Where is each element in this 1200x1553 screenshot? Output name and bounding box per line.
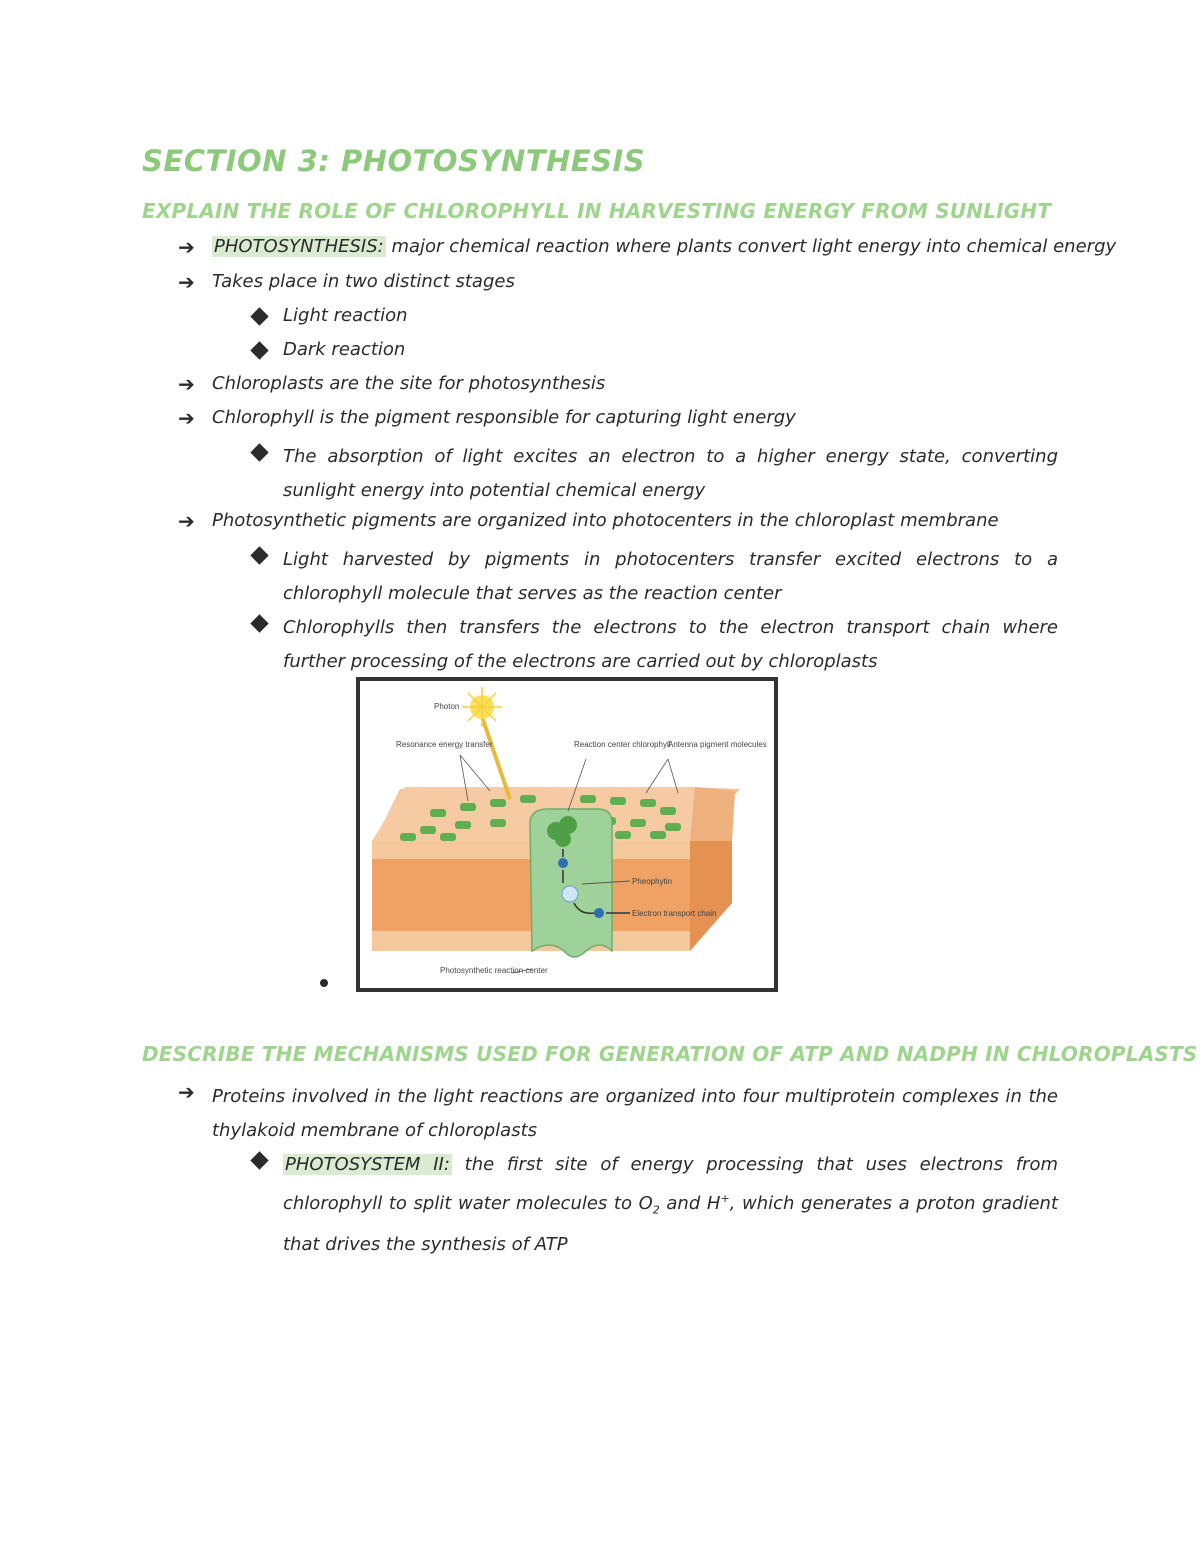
arrow-bullet-icon: ➔ xyxy=(178,406,195,430)
figure-label-reaction-center-chlorophyll: Reaction center chlorophyll xyxy=(574,740,671,749)
bullet-two-stages: Takes place in two distinct stages xyxy=(212,271,515,292)
bullet-text: the first site of energy processing that uses electrons from chlorophyll to split water molecules to O xyxy=(283,1154,1058,1214)
highlighted-term: PHOTOSYNTHESIS: xyxy=(214,236,384,257)
photosynthesis-figure xyxy=(356,677,778,992)
sub-bullet-light-harvested: Light harvested by pigments in photocenters transfer excited electrons to a chlorophyll molecule that serves as the reaction center xyxy=(283,549,1058,604)
bullet-text: , which generates a proton gradient that drives the synthesis of ATP xyxy=(283,1193,1059,1255)
arrow-bullet-icon: ➔ xyxy=(178,235,195,259)
figure-label-pheophytin: Pheophytin xyxy=(632,877,673,886)
sub-bullet-light-reaction: Light reaction xyxy=(283,305,408,326)
section-heading-atp-nadph: DESCRIBE THE MECHANISMS USED FOR GENERATION OF ATP AND NADPH IN CHLOROPLASTS xyxy=(142,1042,1198,1066)
figure-label-resonance: Resonance energy transfer xyxy=(396,740,493,749)
arrow-bullet-icon: ➔ xyxy=(178,1080,195,1104)
diamond-bullet-icon xyxy=(250,546,268,564)
diamond-bullet-icon xyxy=(250,443,268,461)
figure-label-antenna: Antenna pigment molecules xyxy=(668,740,767,749)
figure-label-photosynthetic-center: Photosynthetic reaction center xyxy=(440,966,548,975)
section-heading-chlorophyll: EXPLAIN THE ROLE OF CHLOROPHYLL IN HARVESTING ENERGY FROM SUNLIGHT xyxy=(142,199,1052,223)
arrow-bullet-icon: ➔ xyxy=(178,509,195,533)
bullet-chloroplasts-site: Chloroplasts are the site for photosynthesis xyxy=(212,373,606,394)
arrow-bullet-icon: ➔ xyxy=(178,270,195,294)
reaction-center-diagram xyxy=(360,681,774,988)
bullet-photocenters: Photosynthetic pigments are organized into photocenters in the chloroplast membrane xyxy=(212,510,999,531)
superscript: + xyxy=(720,1192,730,1205)
diamond-bullet-icon xyxy=(250,341,268,359)
sub-bullet-dark-reaction: Dark reaction xyxy=(283,339,406,360)
page-title: SECTION 3: PHOTOSYNTHESIS xyxy=(142,144,646,178)
highlighted-term: PHOTOSYSTEM II: xyxy=(285,1154,450,1175)
bullet-chlorophyll-pigment: Chlorophyll is the pigment responsible for capturing light energy xyxy=(212,407,796,428)
sub-bullet-absorption: The absorption of light excites an electron to a higher energy state, converting sunlight energy into potential chemical energy xyxy=(283,446,1058,501)
list-dot-bullet xyxy=(320,979,328,987)
figure-label-etc: Electron transport chain xyxy=(632,909,717,918)
diamond-bullet-icon xyxy=(250,307,268,325)
diamond-bullet-icon xyxy=(250,614,268,632)
bullet-text: major chemical reaction where plants convert light energy into chemical energy xyxy=(385,236,1117,257)
bullet-multiprotein-complexes: Proteins involved in the light reactions are organized into four multiprotein complexes in the thylakoid membrane of chloroplasts xyxy=(212,1086,1058,1141)
sub-bullet-electron-transport: Chlorophylls then transfers the electrons to the electron transport chain where further processing of the electrons are carried out by chloroplasts xyxy=(283,617,1058,672)
figure-label-photon: Photon xyxy=(434,702,460,711)
bullet-text: and H xyxy=(659,1193,721,1214)
arrow-bullet-icon: ➔ xyxy=(178,372,195,396)
bullet-photosynthesis xyxy=(212,235,1116,259)
sub-bullet-photosystem-ii xyxy=(283,1148,1058,1262)
subscript: 2 xyxy=(652,1203,660,1217)
diamond-bullet-icon xyxy=(250,1151,268,1169)
